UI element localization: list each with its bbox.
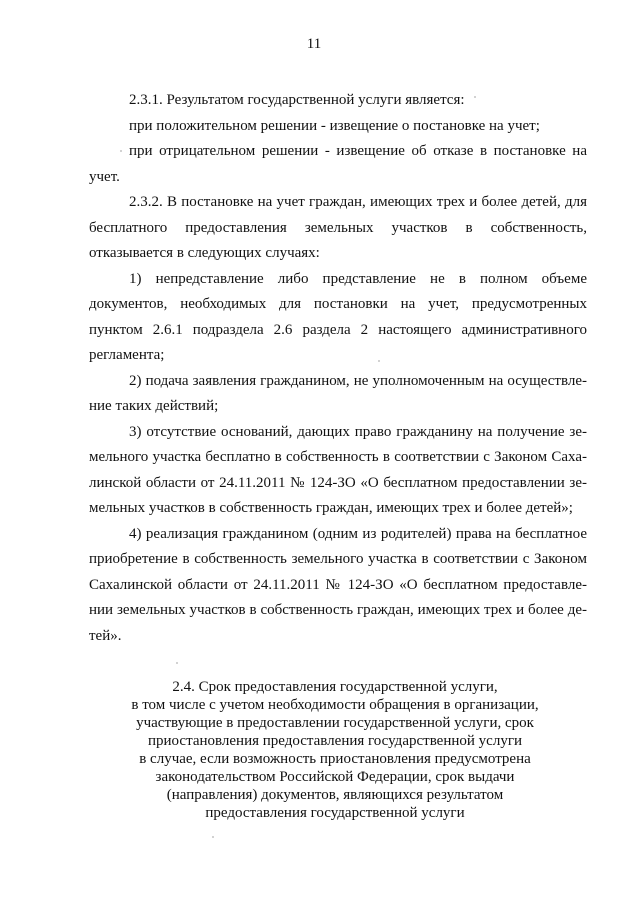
scan-speck (378, 360, 380, 362)
paragraph-item-3: 3) отсутствие оснований, дающих право гражданину на получение земельного участка бесплатно в собственность в соответствии с Законом Сахалинской области от 24.11.2011 № 124-ЗО «О бесплатном предоставлении земельных участков в собственность граждан, имеющих трех и более детей»; (89, 423, 587, 516)
heading-line: в случае, если возможность приостановления предусмотрена (139, 751, 531, 767)
heading-line: 2.4. Срок предоставления государственной услуги, (172, 679, 498, 695)
heading-line: законодательством Российской Федерации, срок выдачи (155, 769, 515, 785)
page-number: 11 (306, 36, 322, 52)
heading-line: в том числе с учетом необходимости обращения в организации, (131, 697, 539, 713)
scan-speck (120, 150, 122, 152)
heading-line: приостановления предоставления государственной услуги (148, 733, 522, 749)
heading-line: участвующие в предоставлении государственной услуги, срок (136, 715, 534, 731)
heading-line: (направления) документов, являющихся результатом (166, 787, 504, 803)
paragraph-item-2: 2) подача заявления гражданином, не уполномоченным на осуществление таких действий; (89, 372, 587, 414)
paragraph-item-4: 4) реализация гражданином (одним из родителей) права на бесплатное приобретение в собственность земельного участка в соответствии с Законом Сахалинской области от 24.11.2011 № 124-ЗО «О бесплатном предоставлении земельных участков в собственность граждан, имеющих трех и более детей». (89, 525, 587, 644)
section-heading-2-4 (65, 678, 605, 822)
paragraph-negative-decision: при отрицательном решении - извещение об отказе в постановке на учет. (89, 143, 587, 185)
scan-speck (212, 836, 214, 838)
paragraph-item-1: 1) непредставление либо представление не в полном объеме документов, необходимых для постановки на учет, предусмотренных пунктом 2.6.1 подраздела 2.6 раздела 2 настоящего административного регламента; (89, 270, 587, 363)
scan-speck (474, 96, 476, 98)
paragraph-2-3-1: 2.3.1. Результатом государственной услуги является: (129, 92, 465, 108)
body-text (89, 88, 587, 649)
paragraph-positive-decision: при положительном решении - извещение о постановке на учет; (129, 117, 540, 134)
heading-line: предоставления государственной услуги (205, 805, 465, 821)
paragraph-2-3-2: 2.3.2. В постановке на учет граждан, имеющих трех и более детей, для бесплатного предоставления земельных участков в собственность, отказывается в следующих случаях: (89, 194, 587, 261)
scan-speck (176, 662, 178, 664)
